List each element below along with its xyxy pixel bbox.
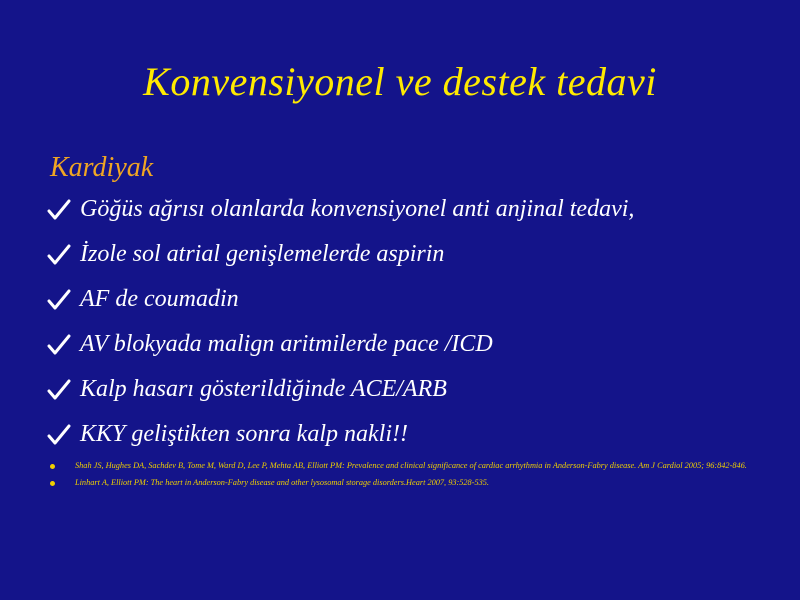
bullet-item [46,376,766,421]
bullet-text: İzole sol atrial genişlemelerde aspirin [80,241,445,267]
reference-item [50,477,760,489]
reference-text: Linhart A, Elliott PM: The heart in Anderson-Fabry disease and other lysosomal storage disorders.Heart 2007, 93:528-535. [75,478,489,487]
checkmark-icon [46,423,72,449]
bullet-text: KKY geliştikten sonra kalp nakli!! [80,421,408,447]
section-heading: Kardiyak [50,152,154,183]
slide-title: Konvensiyonel ve destek tedavi [143,59,657,104]
bullet-item [46,286,766,331]
bullet-item [46,331,766,376]
checkmark-icon [46,243,72,269]
bullet-text: Kalp hasarı gösterildiğinde ACE/ARB [80,376,447,402]
checkmark-icon [46,198,72,224]
bullet-list [46,196,766,466]
dot-icon [50,481,55,486]
bullet-text: AF de coumadin [80,286,239,312]
bullet-item [46,196,766,241]
dot-icon [50,464,55,469]
reference-item [50,460,760,472]
reference-list [50,460,760,494]
checkmark-icon [46,288,72,314]
bullet-text: AV blokyada malign aritmilerde pace /ICD [80,331,493,357]
checkmark-icon [46,333,72,359]
bullet-item [46,241,766,286]
bullet-text: Göğüs ağrısı olanlarda konvensiyonel anti anjinal tedavi, [80,196,635,222]
checkmark-icon [46,378,72,404]
reference-text: Shah JS, Hughes DA, Sachdev B, Tome M, Ward D, Lee P, Mehta AB, Elliott PM: Prevalence and clinical significance of cardiac arrhythmia in Anderson-Fabry disease. Am J Cardiol 2005; 96:842-846. [75,461,747,470]
